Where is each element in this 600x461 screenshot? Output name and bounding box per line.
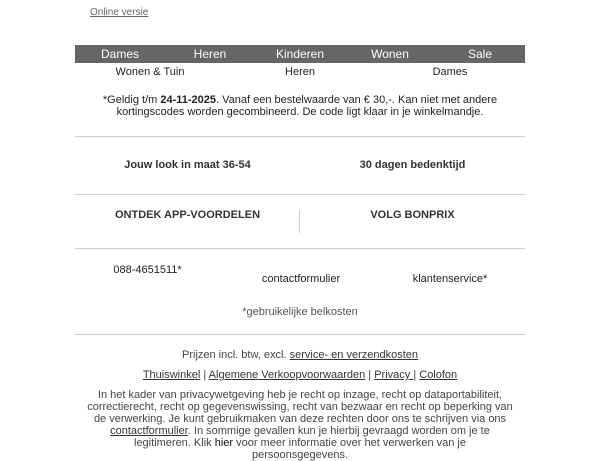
usp-sizes: Jouw look in maat 36-54 <box>124 159 251 171</box>
disclaimer-text: *Geldig t/m <box>102 94 161 106</box>
call-cost-note: *gebruikelijke belkosten <box>242 306 358 318</box>
privacy-text-part: . In sommige gevallen kun je hierbij gevraagd worden om je te legitimeren. Klik <box>134 425 490 449</box>
nav-kinderen[interactable]: Kinderen <box>275 47 325 61</box>
app-benefits-link[interactable]: ONTDEK APP-VOORDELEN <box>114 209 261 221</box>
nav-sale[interactable]: Sale <box>467 47 493 61</box>
separator: | <box>200 369 209 381</box>
valid-date: 24-11-2025 <box>160 94 217 106</box>
usp-row <box>75 159 525 171</box>
divider <box>75 248 525 249</box>
separator: | <box>413 369 420 381</box>
prices-text: Prijzen incl. btw, excl. <box>182 349 290 361</box>
shipping-costs-link[interactable]: service- en verzendkosten <box>289 349 418 361</box>
terms-link[interactable]: Algemene Verkoopvoorwaarden <box>208 369 366 381</box>
privacy-text-part: voor meer informatie over het verwerken van je persoonsgegevens. <box>233 437 466 461</box>
contact-form-link[interactable]: contactformulier <box>261 273 341 285</box>
follow-bonprix-link[interactable]: VOLG BONPRIX <box>370 209 455 221</box>
subnav-dames[interactable]: Dames <box>432 66 468 78</box>
divider <box>75 194 525 195</box>
prices-note <box>75 349 525 361</box>
footer-links <box>75 369 525 381</box>
privacy-contact-form-link[interactable]: contactformulier <box>110 425 188 437</box>
nav-dames[interactable]: Dames <box>100 47 139 61</box>
nav-heren[interactable]: Heren <box>193 47 227 61</box>
privacy-text-part: In het kader van privacywetgeving heb je recht op inzage, recht op dataportabiliteit, correctierecht, recht op gegevenswissing, recht van bezwaar en recht op beperking van de verwerking. Je kunt gebruikmaken van deze rechten door ons te schrijven via ons <box>87 389 513 425</box>
vertical-divider <box>299 210 300 233</box>
action-row <box>75 209 525 221</box>
separator: | <box>365 369 375 381</box>
divider <box>75 136 525 137</box>
colofon-link[interactable]: Colofon <box>419 369 458 381</box>
online-version-link[interactable]: Online versie <box>90 7 149 18</box>
customer-service-link[interactable]: klantenservice* <box>412 273 488 285</box>
privacy-link[interactable]: Privacy <box>374 369 414 381</box>
divider <box>75 334 525 335</box>
disclaimer <box>75 94 525 118</box>
subnav-wonen-tuin[interactable]: Wonen & Tuin <box>115 66 185 78</box>
thuiswinkel-link[interactable]: Thuiswinkel <box>142 369 201 381</box>
disclaimer-text: . Vanaf een bestelwaarde van € 30,-. Kan niet met andere kortingscodes worden gecombineerd. De code ligt klaar in je winkelmandje. <box>116 94 498 118</box>
phone-number[interactable]: 088-4651511* <box>113 264 182 276</box>
subnav-heren[interactable]: Heren <box>285 66 315 78</box>
nav-wonen[interactable]: Wonen <box>371 47 409 61</box>
main-nav <box>75 45 525 63</box>
here-link[interactable]: hier <box>214 437 234 449</box>
privacy-text <box>85 389 515 461</box>
sub-nav <box>75 66 525 78</box>
usp-return: 30 dagen bedenktijd <box>359 159 466 171</box>
